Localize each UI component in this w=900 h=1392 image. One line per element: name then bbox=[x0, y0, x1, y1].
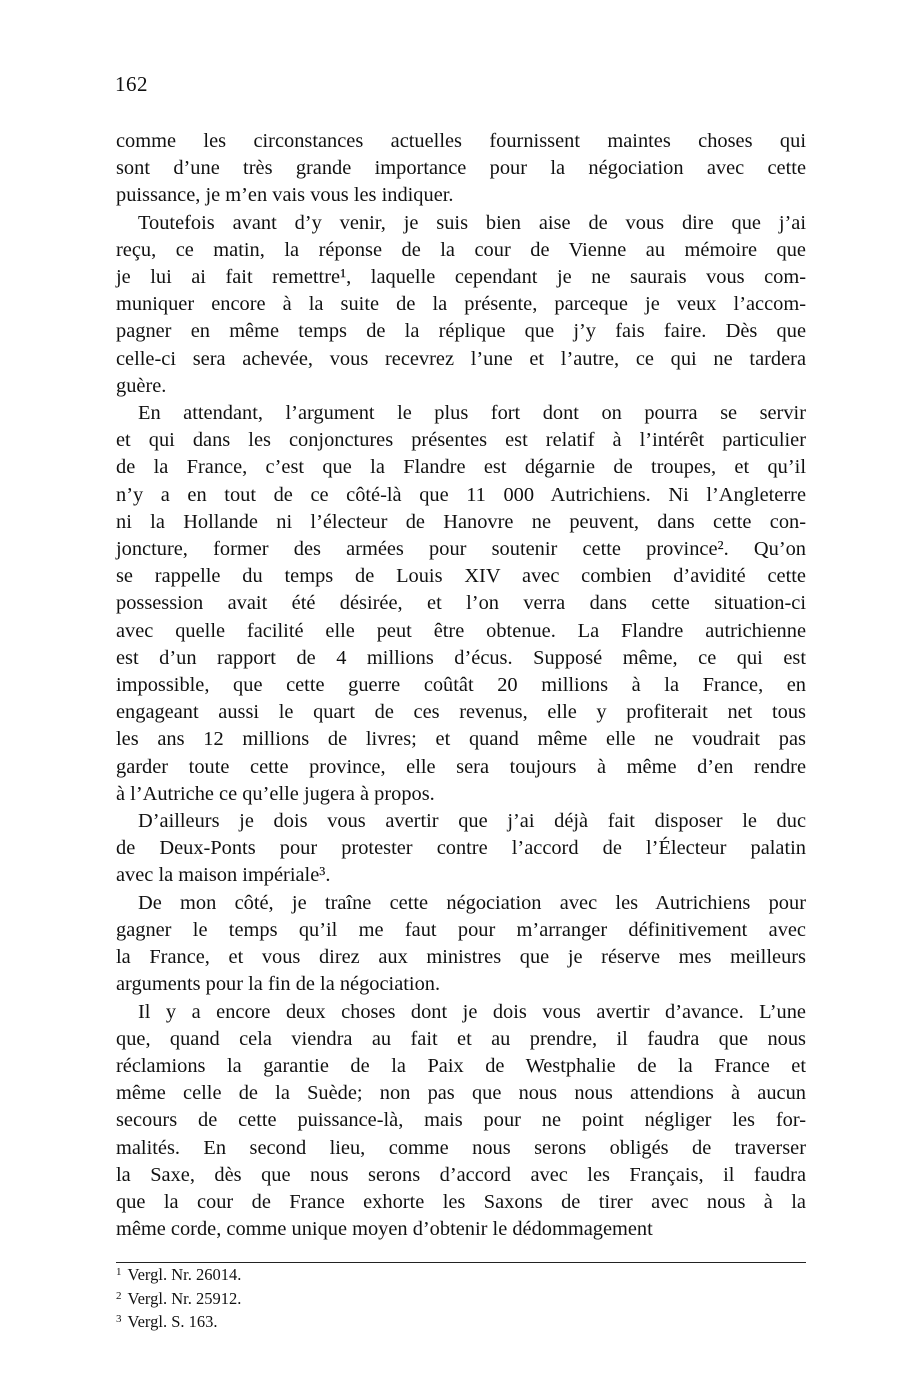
footnote bbox=[116, 1309, 516, 1333]
text-line: se rappelle du temps de Louis XIV avec combien d’avidité cette bbox=[116, 565, 806, 588]
text-line: à l’Autriche ce qu’elle jugera à propos. bbox=[116, 782, 435, 805]
text-line: Toutefois avant d’y venir, je suis bien aise de vous dire que j’ai bbox=[138, 211, 806, 234]
footnote-mark: 2 bbox=[116, 1289, 122, 1302]
page-number: 162 bbox=[115, 72, 148, 96]
text-line: celle-ci sera achevée, vous recevrez l’une et l’autre, ce qui ne tardera bbox=[116, 347, 806, 370]
text-line: ni la Hollande ni l’électeur de Hanovre ne peuvent, dans cette con- bbox=[116, 510, 806, 533]
text-line: je lui ai fait remettre¹, laquelle cependant je ne saurais vous com- bbox=[116, 266, 806, 289]
footnote-mark: 1 bbox=[116, 1266, 122, 1278]
text-line: D’ailleurs je dois vous avertir que j’ai déjà fait disposer le duc bbox=[138, 810, 806, 833]
text-line: même celle de la Suède; non pas que nous nous attendions à aucun bbox=[116, 1082, 806, 1105]
text-line: et qui dans les conjonctures présentes est relatif à l’intérêt particulier bbox=[116, 429, 806, 452]
text-line: malités. En second lieu, comme nous serons obligés de traverser bbox=[116, 1136, 806, 1159]
paragraph bbox=[116, 808, 806, 890]
text-line: avec la maison impériale³. bbox=[116, 864, 331, 887]
text-line: secours de cette puissance-là, mais pour ne point négliger les for- bbox=[116, 1109, 806, 1132]
footnote-text: Vergl. Nr. 26014. bbox=[127, 1265, 242, 1284]
paragraph bbox=[116, 400, 806, 808]
paragraph bbox=[116, 128, 806, 210]
footnote-mark: 3 bbox=[116, 1313, 122, 1325]
text-line: avec quelle facilité elle peut être obtenue. La Flandre autrichienne bbox=[116, 619, 806, 642]
text-line: même corde, comme unique moyen d’obtenir le dédommagement bbox=[116, 1218, 653, 1241]
body-text bbox=[116, 128, 806, 1243]
text-line: sont d’une très grande importance pour la négociation avec cette bbox=[116, 157, 806, 180]
text-line: Il y a encore deux choses dont je dois vous avertir d’avance. L’une bbox=[138, 1000, 806, 1023]
text-line: réclamions la garantie de la Paix de Westphalie de la France et bbox=[116, 1054, 806, 1077]
text-line: de Deux-Ponts pour protester contre l’accord de l’Électeur palatin bbox=[116, 837, 806, 860]
text-line: puissance, je m’en vais vous les indiquer. bbox=[116, 184, 454, 207]
footnote-text: Vergl. S. 163. bbox=[127, 1312, 218, 1331]
paragraph bbox=[116, 890, 806, 999]
text-line: la France, et vous direz aux ministres que je réserve mes meilleurs bbox=[116, 946, 806, 969]
footnotes bbox=[116, 1262, 516, 1333]
text-line: la Saxe, dès que nous serons d’accord avec les Français, il faudra bbox=[116, 1163, 806, 1186]
text-line: muniquer encore à la suite de la présente, parceque je veux l’accom- bbox=[116, 293, 806, 316]
text-line: que la cour de France exhorte les Saxons de tirer avec nous à la bbox=[116, 1190, 806, 1213]
text-line: impossible, que cette guerre coûtât 20 millions à la France, en bbox=[116, 674, 806, 697]
text-line: joncture, former des armées pour soutenir cette province². Qu’on bbox=[116, 538, 806, 561]
text-line: garder toute cette province, elle sera toujours à même d’en rendre bbox=[116, 755, 806, 778]
text-line: possession avait été désirée, et l’on verra dans cette situation-ci bbox=[116, 592, 806, 615]
text-line: engageant aussi le quart de ces revenus, elle y profiterait net tous bbox=[116, 701, 806, 724]
text-line: De mon côté, je traîne cette négociation avec les Autrichiens pour bbox=[138, 891, 806, 914]
footnote bbox=[116, 1262, 516, 1286]
text-line: pagner en même temps de la réplique que j’y fais faire. Dès que bbox=[116, 320, 806, 343]
text-line: est d’un rapport de 4 millions d’écus. Supposé même, ce qui est bbox=[116, 646, 806, 669]
footnote bbox=[116, 1286, 516, 1310]
text-line: n’y a en tout de ce côté-là que 11 000 Autrichiens. Ni l’Angleterre bbox=[116, 483, 806, 506]
text-line: En attendant, l’argument le plus fort dont on pourra se servir bbox=[138, 402, 806, 425]
paragraph bbox=[116, 210, 806, 400]
text-line: comme les circonstances actuelles fournissent maintes choses qui bbox=[116, 130, 806, 152]
text-line: gagner le temps qu’il me faut pour m’arranger définitivement avec bbox=[116, 918, 806, 941]
text-line: que, quand cela viendra au fait et au prendre, il faudra que nous bbox=[116, 1027, 806, 1050]
text-line: de la France, c’est que la Flandre est dégarnie de troupes, et qu’il bbox=[116, 456, 806, 479]
text-line: guère. bbox=[116, 374, 167, 397]
text-line: reçu, ce matin, la réponse de la cour de Vienne au mémoire que bbox=[116, 238, 806, 261]
paragraph bbox=[116, 999, 806, 1244]
text-line: arguments pour la fin de la négociation. bbox=[116, 973, 441, 996]
text-line: les ans 12 millions de livres; et quand même elle ne voudrait pas bbox=[116, 728, 806, 751]
footnote-text: Vergl. Nr. 25912. bbox=[127, 1288, 242, 1308]
